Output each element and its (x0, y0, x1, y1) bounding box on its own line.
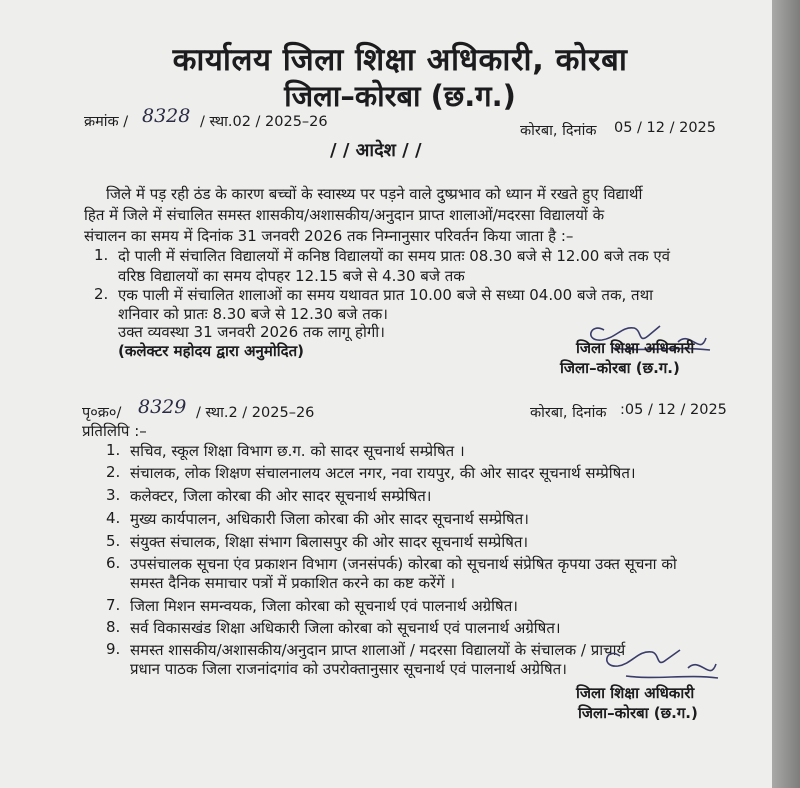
intro-line-3: संचालन का समय में दिनांक 31 जनवरी 2026 तक निम्नानुसार परिवर्तन किया जाता है :– (84, 227, 574, 245)
ref2-prefix: पृ०क्र०/ (82, 405, 122, 421)
copy-7-text: जिला मिशन समन्वयक, जिला कोरबा को सूचनार्थ एवं पालनार्थ अग्रेषित। (130, 597, 518, 615)
ref1-suffix: / स्था.02 / 2025–26 (200, 114, 328, 130)
office-title: कार्यालय जिला शिक्षा अधिकारी, कोरबा (172, 42, 628, 78)
ref1-prefix: क्रमांक / (84, 114, 129, 130)
point-1-number: 1. (94, 246, 109, 264)
copy-1-number: 1. (106, 441, 121, 459)
page-edge-shadow (772, 0, 800, 788)
point-2-line-2: शनिवार को प्रातः 8.30 बजे से 12.30 बजे तक। (118, 305, 388, 323)
point-2-line-1: एक पाली में संचालित शालाओं का समय यथावत प्रात 10.00 बजे से सध्या 04.00 बजे तक, तथा (118, 286, 654, 304)
copy-3-text: कलेक्टर, जिला कोरबा की ओर सादर सूचनार्थ सम्प्रेषित। (130, 487, 432, 505)
ref1-date: 05 / 12 / 2025 (614, 120, 717, 136)
ref2-date-prefix: कोरबा, दिनांक (530, 405, 607, 421)
copy-3-number: 3. (106, 486, 121, 504)
point-1-line-2: वरिष्ठ विद्यालयों का समय दोपहर 12.15 बजे से 4.30 बजे तक (118, 267, 465, 285)
order-title: / / आदेश / / (330, 140, 422, 161)
copy-6-number: 6. (106, 554, 121, 572)
copy-4-text: मुख्य कार्यपालन, अधिकारी जिला कोरबा की ओर सादर सूचनार्थ सम्प्रेषित। (130, 510, 529, 528)
signature2-district: जिला–कोरबा (छ.ग.) (578, 704, 698, 722)
copy-1-text: सचिव, स्कूल शिक्षा विभाग छ.ग. को सादर सूचनार्थ सम्प्रेषित । (130, 442, 465, 460)
copy-9-number: 9. (106, 640, 121, 658)
intro-line-2: हित में जिले में संचालित समस्त शासकीय/अशासकीय/अनुदान प्राप्त शालाओं/मदरसा विद्यालयों के (84, 206, 605, 224)
copy-8-number: 8. (106, 618, 121, 636)
signature1-title: जिला शिक्षा अधिकारी (576, 339, 695, 357)
copy-6-line-2: समस्त दैनिक समाचार पत्रों में प्रकाशित करने का कष्ट करेंगें । (130, 574, 456, 592)
copy-label: प्रतिलिपि :– (82, 422, 147, 440)
ref1-number: 8328 (142, 105, 191, 127)
copy-2-text: संचालक, लोक शिक्षण संचालनालय अटल नगर, नवा रायपुर, की ओर सादर सूचनार्थ सम्प्रेषित। (130, 464, 636, 482)
copy-7-number: 7. (106, 596, 121, 614)
copy-9-line-1: समस्त शासकीय/अशासकीय/अनुदान प्राप्त शालाओं / मदरसा विद्यालयों के संचालक / प्राचार्य (130, 641, 626, 659)
signature1-district: जिला–कोरबा (छ.ग.) (560, 359, 680, 377)
approval-note: (कलेक्टर महोदय द्वारा अनुमोदित) (118, 342, 304, 360)
copy-5-text: संयुक्त संचालक, शिक्षा संभाग बिलासपुर की ओर सादर सूचनार्थ सम्प्रेषित। (130, 533, 529, 551)
ref2-date: :05 / 12 / 2025 (620, 402, 727, 418)
point-1-line-1: दो पाली में संचालित विद्यालयों में कनिष्ठ विद्यालयों का समय प्रातः 08.30 बजे से 12.00 बजे तक एवं (118, 247, 670, 265)
copy-5-number: 5. (106, 532, 121, 550)
copy-8-text: सर्व विकासखंड शिक्षा अधिकारी जिला कोरबा को सूचनार्थ एवं पालनार्थ अग्रेषित। (130, 619, 561, 637)
point-2-number: 2. (94, 285, 109, 303)
copy-9-line-2: प्रधान पाठक जिला राजनांदगांव को उपरोक्तानुसार सूचनार्थ एवं पालनार्थ अग्रेषित। (130, 660, 567, 678)
ref1-date-prefix: कोरबा, दिनांक (520, 123, 597, 139)
copy-2-number: 2. (106, 463, 121, 481)
district-title: जिला–कोरबा (छ.ग.) (284, 79, 516, 113)
ref2-number: 8329 (138, 396, 187, 418)
ref2-suffix: / स्था.2 / 2025–26 (196, 405, 315, 421)
intro-line-1: जिले में पड़ रही ठंड के कारण बच्चों के स्वास्थ्य पर पड़ने वाले दुष्प्रभाव को ध्यान में रखते हुए विद्यार्थी (106, 185, 643, 203)
copy-4-number: 4. (106, 509, 121, 527)
signature2-title: जिला शिक्षा अधिकारी (576, 684, 695, 702)
copy-6-line-1: उपसंचालक सूचना एंव प्रकाशन विभाग (जनसंपर्क) कोरबा को सूचनार्थ संप्रेषित कृपया उक्त सूचना को (130, 555, 677, 573)
validity-text: उक्त व्यवस्था 31 जनवरी 2026 तक लागू होगी। (118, 323, 385, 341)
